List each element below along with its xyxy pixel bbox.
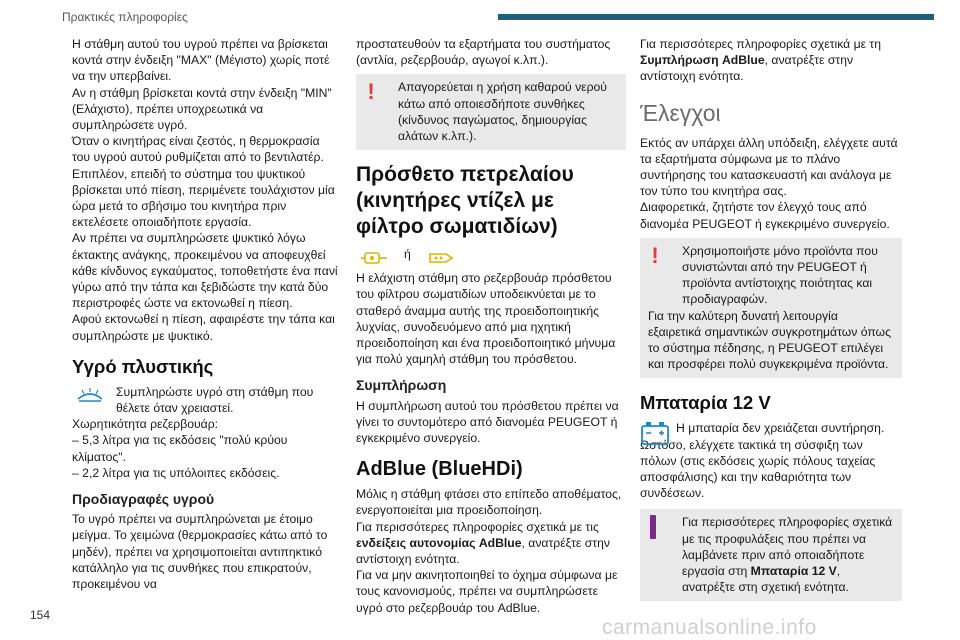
adblue-range-link-text: ενδείξεις αυτονομίας AdBlue [356,535,522,550]
washer-fluid-heading: Υγρό πλυστικής [72,355,214,377]
battery-row [640,420,902,501]
battery-link-text: Μπαταρία 12 V [750,564,837,579]
paragraph: Αν η στάθμη βρίσκεται κοντά στην ένδειξη "MIN" (Ελάχιστο), πρέπει υποχρεωτικά να συμπληρώσετε υγρό. [72,85,332,133]
adblue-text: Μόλις η στάθμη φτάσει στο επίπεδο αποθέματος, ενεργοποιείται μια προειδοποίηση. [356,487,622,518]
paragraph: Το υγρό πρέπει να συμπληρώνεται με έτοιμο μείγμα. Το χειμώνα (θερμοκρασίες κάτω από το μηδέν), πρέπει να χρησιμοποιείται αντιπηκτικό κατάλληλο για τις συνθήκες που επικρατούν, προκειμένου να [72,512,328,592]
fluid-spec-heading: Προδιαγραφές υγρού [72,491,215,508]
battery-text: Η μπαταρία δεν χρειάζεται συντήρηση. Ωστόσο, ελέγχετε τακτικά τη σύσφιξη των πόλων (στις εκδόσεις χωρίς πόλους ταχείας αποσφάλισης) και την καθαριότητα των συνδέσεων. [640,421,885,501]
header-bar [498,14,934,20]
warning-icon: ! [651,242,659,268]
warning-icon: ! [367,79,375,105]
warning-text: Απαγορεύεται η χρήση καθαρού νερού κάτω από οποιεσδήποτε συνθήκες (κίνδυνος παγώματος, δημιουργίας αλάτων κ.λπ.). [398,80,607,144]
warning-callout [356,74,626,150]
adblue-refill-link-text: Συμπλήρωση AdBlue [640,53,765,68]
text-fragment: , ανατρέξτε στη σχετική ενότητα. [682,564,849,595]
checks-heading: Έλεγχοι [640,99,721,126]
paragraph: Όταν ο κινητήρας είναι ζεστός, η θερμοκρασία του υγρού αυτού ρυθμίζεται από το βεντιλατέρ. [72,134,324,165]
washer-fluid-text: Συμπληρώστε υγρό στη στάθμη που θέλετε όταν χρειαστεί. [116,384,314,416]
washer-fluid-icon [72,384,108,408]
adblue-heading: AdBlue (BlueHDi) [356,458,523,481]
diesel-additive-heading: Πρόσθετο πετρελαίου (κινητήρες ντίζελ με φίλτρο σωματιδίων) [356,163,574,239]
info-text [648,514,894,595]
text-fragment: , ανατρέξτε στην αντίστοιχη ενότητα. [356,535,610,567]
column-1 [72,36,340,592]
adblue-text: Για να μην ακινητοποιηθεί το όχημα σύμφωνα με τους κανονισμούς, πρέπει να συμπληρώσετε υγρό στο ρεζερβουάρ του AdBlue. [356,568,618,615]
warning-callout [640,238,902,379]
text-fragment: Για περισσότερες πληροφορίες σχετικά με τις [356,519,599,534]
warning-text: Για την καλύτερη δυνατή λειτουργία εξαιρετικά σημαντικών συγκροτημάτων όπως το σύστημα πέδησης, η PEUGEOT επιλέγει και προσφέρει πολύ συγκεκριμένα προϊόντα. [648,308,891,372]
battery-icon [640,420,670,450]
column-3 [640,36,902,609]
or-label: ή [404,247,411,262]
adblue-text [356,519,626,568]
page-header [62,4,930,30]
additive-text: Η ελάχιστη στάθμη στο ρεζερβουάρ πρόσθετου του φίλτρου σωματιδίων υποδεικνύεται με το σταθερό άναμμα αυτής της προειδοποιητικής λυχνίας, συνοδευόμενο από μια ηχητική προειδοποίηση και ένα προειδοποιητικό μήνυμα για πολύ χαμηλή στάθμη του πρόσθετου. [356,271,616,367]
paragraph: Εκτός αν υπάρχει άλλη υπόδειξη, ελέγχετε αυτά τα εξαρτήματα σύμφωνα με το πλάνο συντήρησης του κατασκευαστή και ανάλογα με τον τύπο του κινητήρα σας. [640,135,898,199]
additive-warning-lamp-icon [356,246,392,270]
capacity-label: Χωρητικότητα ρεζερβουάρ: [72,417,219,432]
washer-fluid-row [72,384,340,416]
battery-heading: Μπαταρία 12 V [640,392,771,414]
text-fragment: Για περισσότερες πληροφορίες σχετικά με τη [640,37,882,51]
paragraph: Η στάθμη αυτού του υγρού πρέπει να βρίσκεται κοντά στην ένδειξη "MAX" (Μέγιστο) χωρίς ποτέ να την υπερβαίνει. [72,37,330,84]
text-fragment: Για περισσότερες πληροφορίες σχετικά με τις προφυλάξεις που πρέπει να λαμβάνετε πριν από οποιαδήποτε εργασία στη [682,515,893,579]
column-2 [356,36,626,616]
additive-row [356,246,626,270]
paragraph: Αν πρέπει να συμπληρώσετε ψυκτικό λόγω έκτακτης ανάγκης, προκειμένου να αποφευχθεί κάθε κίνδυνος εγκαύματος, τοποθετήστε ένα πανί γύρω από την τάπα και ξεβιδώστε την κατά δύο περιστροφές ώστε να εκτονωθεί η πίεση. [72,231,338,311]
page-number: 154 [30,608,51,622]
capacity-item: – 2,2 λίτρα για τις υπόλοιπες εκδόσεις. [72,465,280,480]
paragraph: Επιπλέον, επειδή το σύστημα του ψυκτικού βρίσκεται υπό πίεση, περιμένετε τουλάχιστον μία ώρα μετά το σβήσιμο του κινητήρα πριν εκτελέσετε οποιαδήποτε εργασία. [72,166,335,230]
watermark: carmanualsonline.info [602,616,817,639]
header-title: Πρακτικές πληροφορίες [62,10,188,24]
info-icon [650,515,672,539]
refill-heading: Συμπλήρωση [356,377,447,394]
paragraph [640,36,902,85]
refill-text: Η συμπλήρωση αυτού του πρόσθετου πρέπει να γίνει το συντομότερο από διανομέα PEUGEOT ή εγκεκριμένο συνεργείο. [356,398,619,446]
diesel-filter-icon [423,246,459,270]
warning-text: Χρησιμοποιήστε μόνο προϊόντα που συνιστώνται από την PEUGEOT ή προϊόντα αντίστοιχης ποιότητας και προδιαγραφών. [682,243,878,307]
paragraph: προστατευθούν τα εξαρτήματα του συστήματος (αντλία, ρεζερβουάρ, αγωγοί κ.λπ.). [356,37,611,68]
paragraph: Αφού εκτονωθεί η πίεση, αφαιρέστε την τάπα και συμπληρώστε με ψυκτικό. [72,312,335,343]
info-callout [640,509,902,601]
capacity-item: – 5,3 λίτρα για τις εκδόσεις "πολύ κρύου κλίματος". [72,433,288,464]
text-fragment: , ανατρέξτε στην αντίστοιχη ενότητα. [640,53,854,84]
paragraph: Διαφορετικά, ζητήστε τον έλεγχό τους από διανομέα PEUGEOT ή εγκεκριμένο συνεργείο. [640,200,890,231]
